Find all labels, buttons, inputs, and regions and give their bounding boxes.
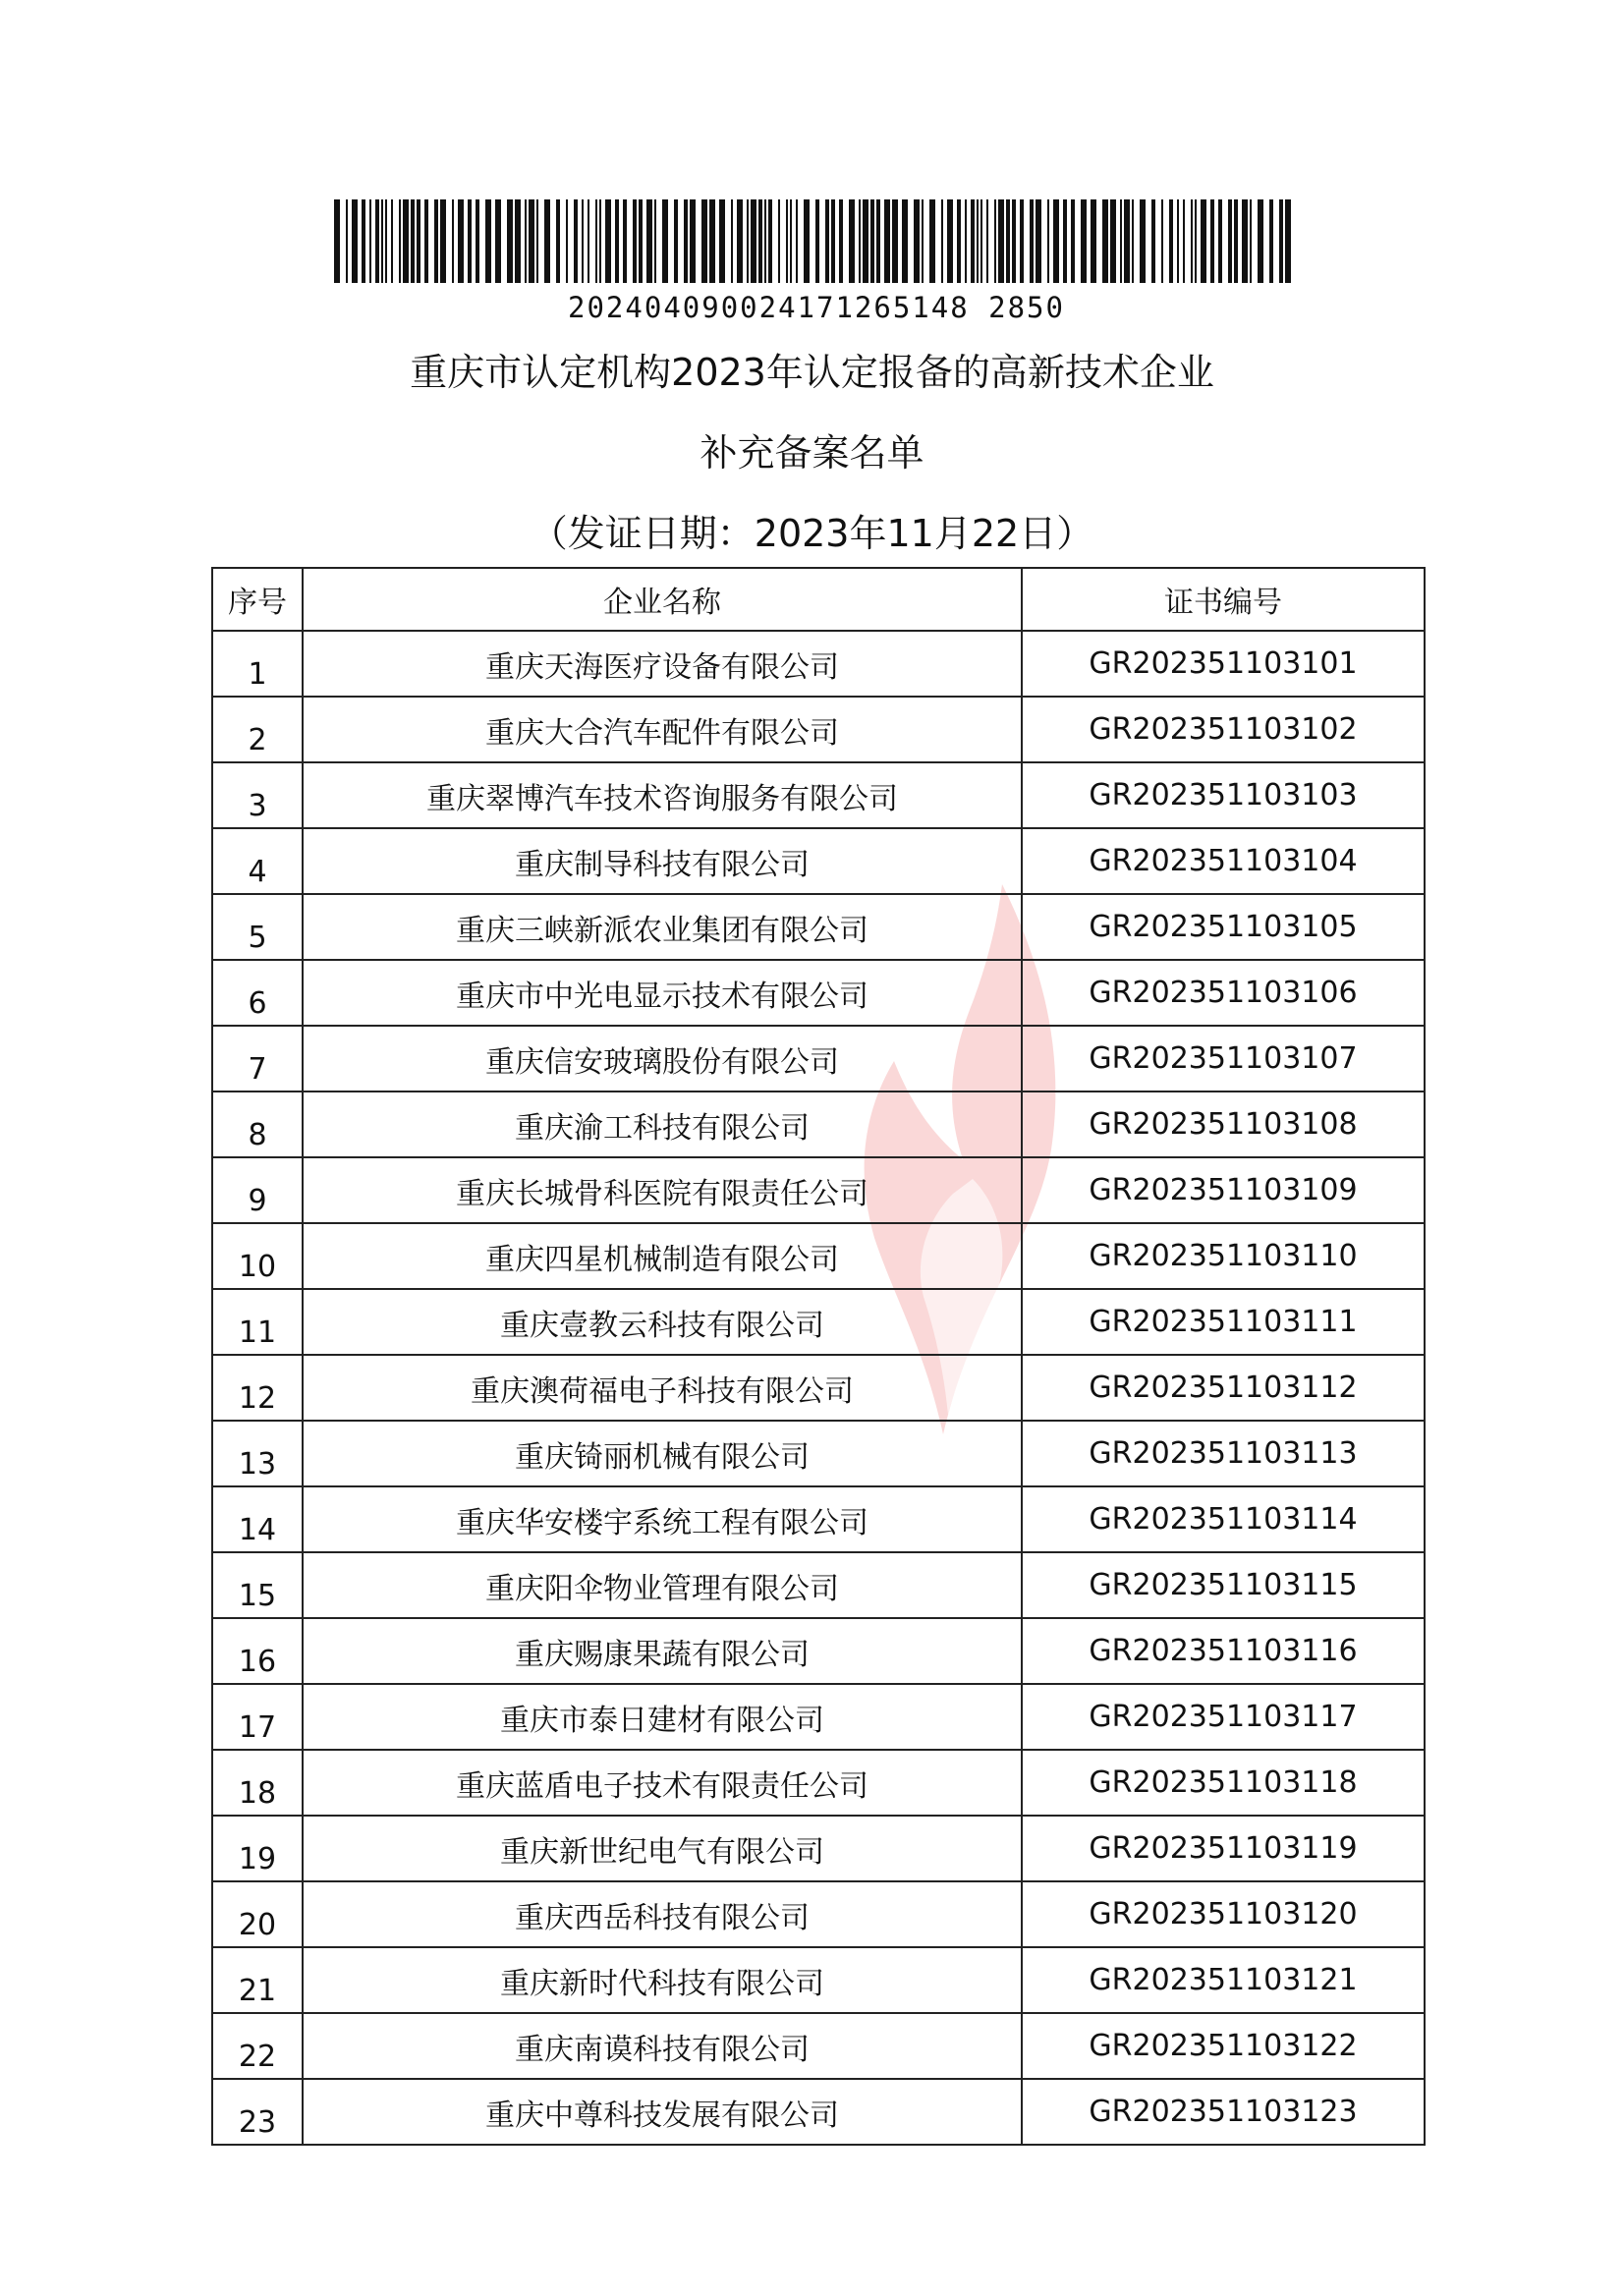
certificate-number: GR202351103121 [1022,1947,1425,2013]
company-name: 重庆翠博汽车技术咨询服务有限公司 [303,762,1022,828]
table-row [212,894,1425,960]
company-name: 重庆天海医疗设备有限公司 [303,631,1022,697]
certificate-number: GR202351103103 [1022,762,1425,828]
certificate-number: GR202351103116 [1022,1618,1425,1684]
certificate-number: GR202351103112 [1022,1355,1425,1421]
certificate-number: GR202351103111 [1022,1289,1425,1355]
header-index: 序号 [212,568,303,631]
row-index: 11 [212,1289,303,1355]
certificate-number: GR202351103117 [1022,1684,1425,1750]
certificate-number: GR202351103101 [1022,631,1425,697]
certificate-number: GR202351103102 [1022,697,1425,762]
table-row [212,1552,1425,1618]
certificate-number: GR202351103123 [1022,2079,1425,2145]
row-index: 4 [212,828,303,894]
table-row [212,1618,1425,1684]
table-row [212,960,1425,1026]
company-name: 重庆锜丽机械有限公司 [303,1421,1022,1486]
document-subtitle: 补充备案名单 [700,431,924,475]
row-index: 7 [212,1026,303,1092]
company-name: 重庆新时代科技有限公司 [303,1947,1022,2013]
company-name: 重庆华安楼宇系统工程有限公司 [303,1486,1022,1552]
table-row [212,1157,1425,1223]
certificate-number: GR202351103115 [1022,1552,1425,1618]
row-index: 10 [212,1223,303,1289]
company-name: 重庆蓝盾电子技术有限责任公司 [303,1750,1022,1816]
row-index: 1 [212,631,303,697]
table-row [212,1421,1425,1486]
table-row [212,1684,1425,1750]
barcode-number: 202404090024171265148 2850 [568,291,1065,324]
table-row [212,1289,1425,1355]
table-row [212,1816,1425,1881]
table-row [212,1355,1425,1421]
company-name: 重庆壹教云科技有限公司 [303,1289,1022,1355]
table-row [212,1092,1425,1157]
table-header-row [212,568,1425,631]
certificate-number: GR202351103110 [1022,1223,1425,1289]
company-name: 重庆西岳科技有限公司 [303,1881,1022,1947]
row-index: 22 [212,2013,303,2079]
table-row [212,828,1425,894]
table-row [212,631,1425,697]
company-name: 重庆中尊科技发展有限公司 [303,2079,1022,2145]
certificate-number: GR202351103113 [1022,1421,1425,1486]
row-index: 5 [212,894,303,960]
row-index: 6 [212,960,303,1026]
certificate-number: GR202351103118 [1022,1750,1425,1816]
company-table [211,567,1426,2146]
row-index: 17 [212,1684,303,1750]
company-name: 重庆市中光电显示技术有限公司 [303,960,1022,1026]
row-index: 19 [212,1816,303,1881]
row-index: 12 [212,1355,303,1421]
row-index: 2 [212,697,303,762]
document-title: 重庆市认定机构2023年认定报备的高新技术企业 [410,351,1214,394]
company-name: 重庆长城骨科医院有限责任公司 [303,1157,1022,1223]
company-name: 重庆市泰日建材有限公司 [303,1684,1022,1750]
certificate-number: GR202351103119 [1022,1816,1425,1881]
table-row [212,1486,1425,1552]
header-certificate-number: 证书编号 [1022,568,1425,631]
row-index: 9 [212,1157,303,1223]
barcode-icon [334,199,1299,283]
company-name: 重庆四星机械制造有限公司 [303,1223,1022,1289]
company-name: 重庆三峡新派农业集团有限公司 [303,894,1022,960]
row-index: 20 [212,1881,303,1947]
table-row [212,1750,1425,1816]
certificate-number: GR202351103108 [1022,1092,1425,1157]
table-row [212,2079,1425,2145]
row-index: 16 [212,1618,303,1684]
row-index: 21 [212,1947,303,2013]
company-name: 重庆新世纪电气有限公司 [303,1816,1022,1881]
header-company-name: 企业名称 [303,568,1022,631]
row-index: 8 [212,1092,303,1157]
certificate-number: GR202351103109 [1022,1157,1425,1223]
table-row [212,1026,1425,1092]
table-row [212,1947,1425,2013]
row-index: 13 [212,1421,303,1486]
row-index: 23 [212,2079,303,2145]
table-row [212,697,1425,762]
table-row [212,762,1425,828]
certificate-number: GR202351103106 [1022,960,1425,1026]
company-name: 重庆澳荷福电子科技有限公司 [303,1355,1022,1421]
issue-date: （发证日期：2023年11月22日） [530,512,1094,555]
certificate-number: GR202351103104 [1022,828,1425,894]
row-index: 3 [212,762,303,828]
row-index: 15 [212,1552,303,1618]
table-row [212,2013,1425,2079]
table-row [212,1881,1425,1947]
certificate-number: GR202351103120 [1022,1881,1425,1947]
company-name: 重庆制导科技有限公司 [303,828,1022,894]
certificate-number: GR202351103105 [1022,894,1425,960]
certificate-number: GR202351103122 [1022,2013,1425,2079]
table-row [212,1223,1425,1289]
certificate-number: GR202351103114 [1022,1486,1425,1552]
certificate-number: GR202351103107 [1022,1026,1425,1092]
company-name: 重庆渝工科技有限公司 [303,1092,1022,1157]
company-name: 重庆阳伞物业管理有限公司 [303,1552,1022,1618]
company-name: 重庆南谟科技有限公司 [303,2013,1022,2079]
row-index: 18 [212,1750,303,1816]
row-index: 14 [212,1486,303,1552]
company-name: 重庆大合汽车配件有限公司 [303,697,1022,762]
company-name: 重庆赐康果蔬有限公司 [303,1618,1022,1684]
company-name: 重庆信安玻璃股份有限公司 [303,1026,1022,1092]
